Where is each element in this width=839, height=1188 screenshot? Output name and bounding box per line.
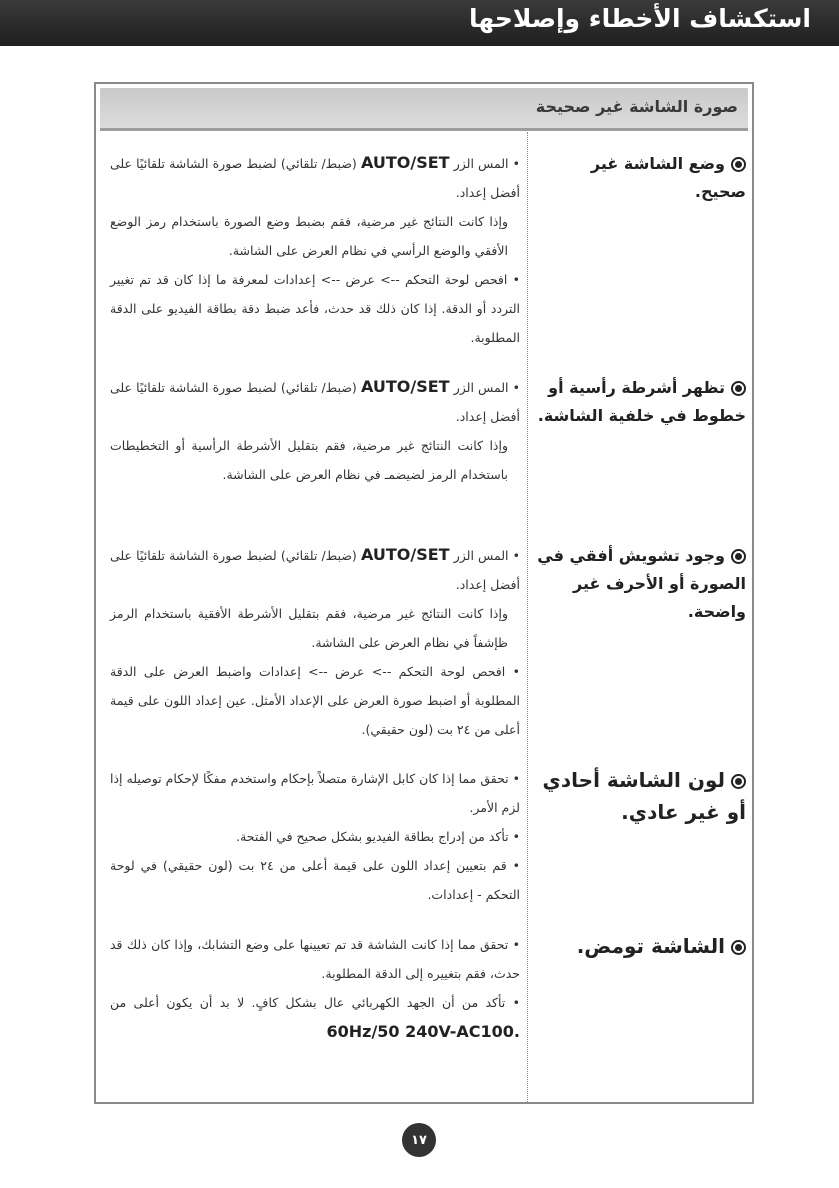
row-1-paragraph-1: • المس الزر AUTO/SET (ضبط/ تلقائي) لضبط صورة الشاشة تلقائيًا على أفضل إعداد. — [110, 148, 520, 207]
section-header — [100, 88, 748, 131]
row-body-3 — [110, 540, 520, 744]
row-body-1 — [110, 148, 520, 352]
row-3-paragraph-1: • المس الزر AUTO/SET (ضبط/ تلقائي) لضبط صورة الشاشة تلقائيًا على أفضل إعداد. — [110, 540, 520, 599]
filled-circle-bullet-icon — [731, 157, 746, 172]
row-2-paragraph-2: وإذا كانت النتائج غير مرضية، فقم بتقليل الأشرطة الرأسية أو التخطيطات باستخدام الرمز لضيضمـ في نظام العرض على الشاشة. — [110, 438, 508, 482]
troubleshooting-table — [94, 82, 754, 1104]
page-header-bar — [0, 0, 839, 46]
row-body-2 — [110, 372, 520, 489]
row-title-4: لون الشاشة أحادي أو غير عادي. — [542, 768, 746, 824]
filled-circle-bullet-icon — [731, 940, 746, 955]
page-title: استكشاف الأخطاء وإصلاحها — [468, 4, 811, 33]
row-5-paragraph-1: • تحقق مما إذا كانت الشاشة قد تم تعيينها على وضع التشابك، وإذا كان ذلك قد حدث، فقم بتغييره إلى الدقة المطلوبة. — [110, 930, 520, 988]
row-4-paragraph-1: • تحقق مما إذا كان كابل الإشارة متصلاً بإحكام واستخدم مفكًا لإحكام توصيله إذا لزم الأمر. — [110, 764, 520, 822]
row-title-2: تظهر أشرطة رأسية أو خطوط في خلفية الشاشة. — [537, 378, 746, 425]
row-title-5: الشاشة تومض. — [536, 930, 746, 962]
row-4-paragraph-3: • قم بتعيين إعداد اللون على قيمة أعلى من ٢٤ بت (لون حقيقي) في لوحة التحكم - إعدادات. — [110, 851, 520, 909]
row-1-paragraph-2: وإذا كانت النتائج غير مرضية، فقم بضبط وضع الصورة باستخدام رمز الوضع الأفقي والوضع الرأسي في نظام العرض على الشاشة. — [110, 214, 508, 258]
row-body-5 — [110, 930, 520, 1047]
row-title-3: وجود تشويش أفقي في الصورة أو الأحرف غير واضحة. — [537, 546, 746, 621]
row-4-paragraph-2: • تأكد من إدراج بطاقة الفيديو بشكل صحيح في الفتحة. — [110, 822, 520, 851]
row-1-paragraph-3: • افحص لوحة التحكم --> عرض --> إعدادات لمعرفة ما إذا كان قد تم تغيير التردد أو الدقة. إذا كان ذلك قد حدث، فأعد ضبط دقة بطاقة الفيديو على الدقة المطلوبة. — [110, 265, 520, 352]
row-3-paragraph-3: • افحص لوحة التحكم --> عرض --> إعدادات واضبط العرض على الدقة المطلوبة أو اضبط صورة العرض على الإعداد الأمثل. عين إعداد اللون على قيمة أعلى من ٢٤ بت (لون حقيقي). — [110, 657, 520, 744]
row-3-paragraph-2: وإذا كانت النتائج غير مرضية، فقم بتقليل الأشرطة الأفقية باستخدام الرمز ظإشفاً في نظام العرض على الشاشة. — [110, 606, 508, 650]
row-body-4 — [110, 764, 520, 909]
page-number-badge: ١٧ — [402, 1123, 436, 1157]
filled-circle-bullet-icon — [731, 549, 746, 564]
row-title-1: وضع الشاشة غير صحيح. — [590, 154, 746, 201]
section-title: صورة الشاشة غير صحيحة — [535, 97, 738, 116]
row-5-paragraph-2: • تأكد من أن الجهد الكهربائي عال بشكل كافٍ. لا بد أن يكون أعلى من 60Hz/50 240V-AC100. — [110, 988, 520, 1047]
column-divider — [527, 132, 528, 1102]
filled-circle-bullet-icon — [731, 774, 746, 789]
row-2-paragraph-1: • المس الزر AUTO/SET (ضبط/ تلقائي) لضبط صورة الشاشة تلقائيًا على أفضل إعداد. — [110, 372, 520, 431]
filled-circle-bullet-icon — [731, 381, 746, 396]
